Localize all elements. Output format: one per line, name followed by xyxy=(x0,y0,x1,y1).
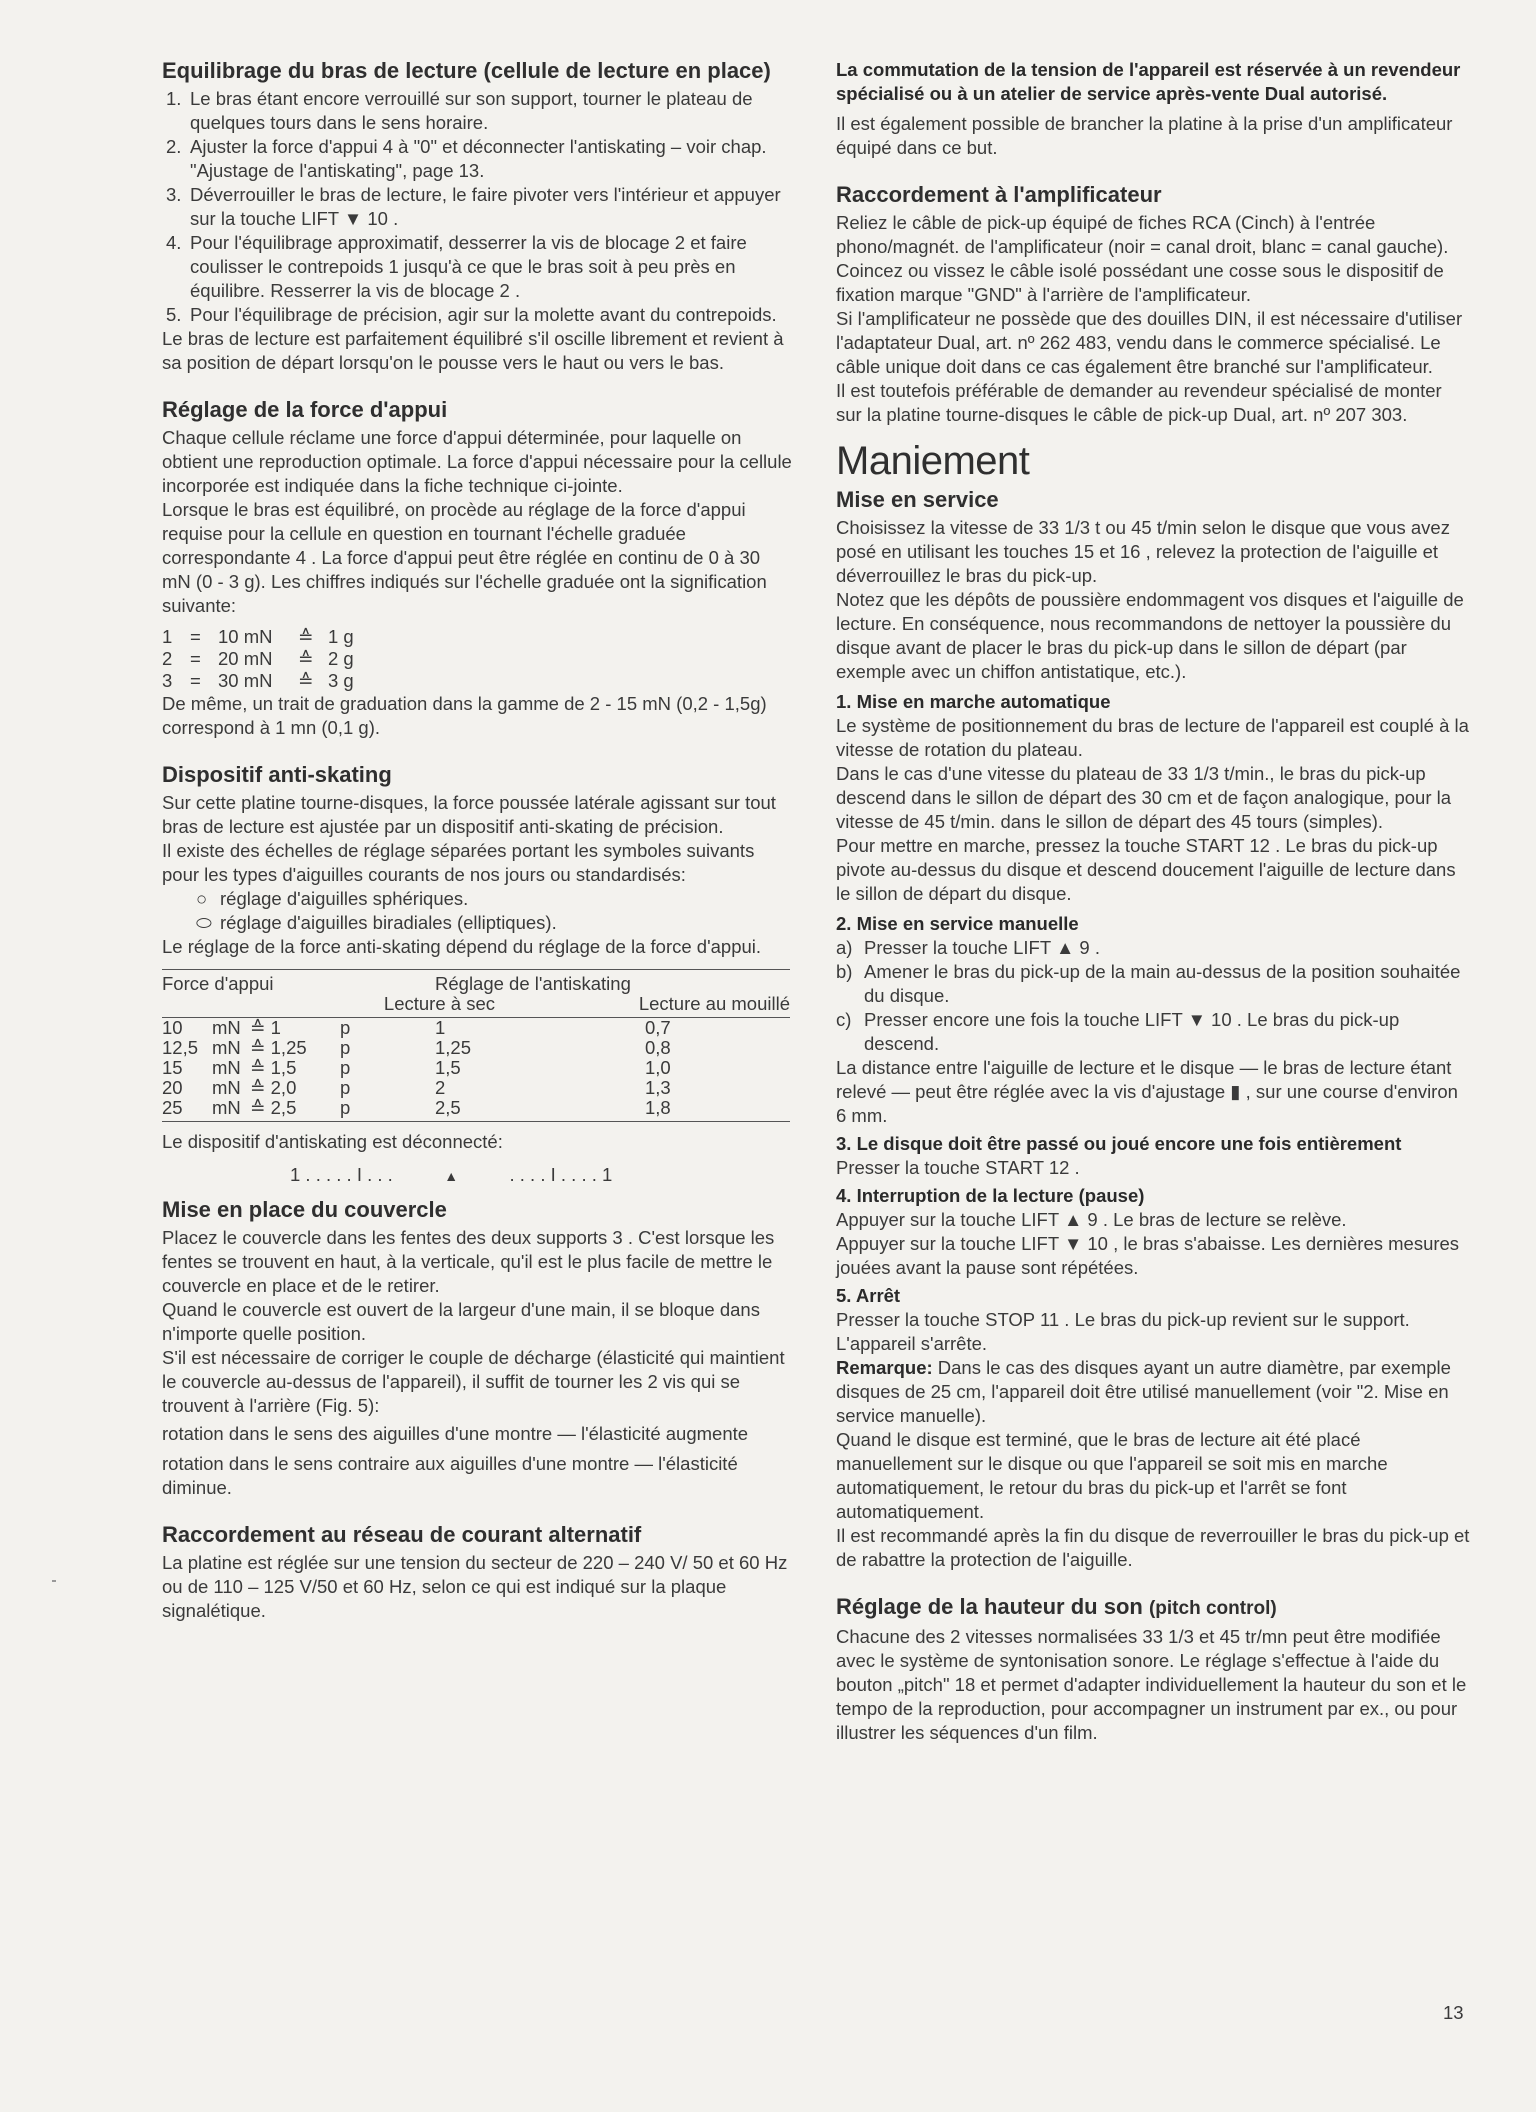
left-column xyxy=(162,58,792,1623)
option-label: réglage d'aiguilles sphériques. xyxy=(220,888,469,909)
paragraph: De même, un trait de graduation dans la gamme de 2 - 15 mN (0,2 - 1,5g) correspond à 1 mn (0,1 g). xyxy=(162,693,767,738)
subheading-rejouer: 3. Le disque doit être passé ou joué encore une fois entièrement xyxy=(836,1133,1402,1154)
list-item xyxy=(162,87,792,135)
header-force: Force d'appui xyxy=(162,973,274,994)
antiskating-dial xyxy=(290,1162,792,1189)
paragraph: Sur cette platine tourne-disques, la force poussée latérale agissant sur tout bras de lecture est ajustée par un dispositif anti-skating de précision. xyxy=(162,792,776,837)
section-title-equilibrage: Equilibrage du bras de lecture (cellule de lecture en place) xyxy=(162,58,771,83)
paragraph: Le système de positionnement du bras de lecture de l'appareil est couplé à la vitesse de rotation du plateau. xyxy=(836,715,1469,760)
paragraph: Il est également possible de brancher la platine à la prise d'un amplificateur équipé dans ce but. xyxy=(836,113,1453,158)
remarque-text: Dans le cas des disques ayant un autre diamètre, par exemple disques de 25 cm, l'appareil doit être utilisé manuellement (voir "2. Mise en service manuelle). xyxy=(836,1357,1451,1426)
paragraph: Quand le disque est terminé, que le bras de lecture ait été placé manuellement sur le disque ou que l'appareil se soit mis en marche automatiquement, le retour du bras du pick-up et l'arrêt se font automatiquement. xyxy=(836,1429,1388,1522)
force-formula xyxy=(162,626,792,692)
paragraph-bold: La commutation de la tension de l'appareil est réservée à un revendeur spécialisé ou à un atelier de service après-vente Dual autorisé. xyxy=(836,59,1461,104)
paragraph: Il est recommandé après la fin du disque de reverrouiller le bras du pick-up et de rabattre la protection de l'aiguille. xyxy=(836,1525,1470,1570)
table-row: 20 mN ≙ 2,0 p 2 1,3 xyxy=(162,1077,671,1098)
list-item xyxy=(836,960,1470,1008)
triangle-up-icon: ▲ xyxy=(444,1168,459,1184)
paragraph: Le bras de lecture est parfaitement équilibré s'il oscille librement et revient à sa position de départ lorsqu'on le pousse vers le haut ou vers le bas. xyxy=(162,328,784,373)
chapter-title-maniement: Maniement xyxy=(836,439,1030,483)
formula-row: 1 = 10 mN ≙ 1 g xyxy=(162,626,354,647)
step-number: c) xyxy=(836,1009,852,1030)
step-number: 4. xyxy=(166,232,182,253)
section-title-pitch: Réglage de la hauteur du son (pitch control) xyxy=(836,1594,1277,1619)
step-number: b) xyxy=(836,961,853,982)
section-title-couvercle: Mise en place du couvercle xyxy=(162,1197,447,1222)
ellipse-icon: ⬭ xyxy=(196,912,212,933)
paragraph: Le réglage de la force anti-skating dépend du réglage de la force d'appui. xyxy=(162,936,762,957)
dial-scale-left: 1 . . . . . I . . . xyxy=(290,1164,393,1185)
dial-scale-right: . . . . I . . . . 1 xyxy=(509,1164,613,1185)
header-reglage: Réglage de l'antiskating xyxy=(435,973,631,994)
option-label: réglage d'aiguilles biradiales (elliptiques). xyxy=(220,912,557,933)
step-text: Amener le bras du pick-up de la main au-dessus de la position souhaitée du disque. xyxy=(864,961,1461,1006)
section-title-mise-en-service: Mise en service xyxy=(836,487,999,512)
formula-row: 2 = 20 mN ≙ 2 g xyxy=(162,648,354,669)
paragraph: La platine est réglée sur une tension du secteur de 220 – 240 V/ 50 et 60 Hz ou de 110 – 125 V/50 et 60 Hz, selon ce qui est indiqué sur la plaque signalétique. xyxy=(162,1552,788,1621)
circle-icon: ○ xyxy=(196,888,208,909)
subheading-pause: 4. Interruption de la lecture (pause) xyxy=(836,1185,1145,1206)
paragraph: Dans le cas d'une vitesse du plateau de 33 1/3 t/min., le bras du pick-up descend dans le sillon de départ des 30 cm et de façon analogique, pour la vitesse de 45 t/min. dans le sillon de départ des 45 tours (simples). xyxy=(836,763,1452,832)
section-title-amplificateur: Raccordement à l'amplificateur xyxy=(836,182,1162,207)
paragraph: Quand le couvercle est ouvert de la largeur d'une main, il se bloque dans n'importe quelle position. xyxy=(162,1299,760,1344)
table-header-row xyxy=(162,970,790,995)
paragraph: Il existe des échelles de réglage séparées portant les symboles suivants pour les types d'aiguilles courants de nos jours ou standardisés: xyxy=(162,840,755,885)
paragraph: Pour mettre en marche, pressez la touche START 12 . Le bras du pick-up pivote au-dessus du disque et descend doucement l'aiguille de lecture dans le sillon de départ du disque. xyxy=(836,835,1456,904)
paragraph: Presser la touche STOP 11 . Le bras du pick-up revient sur le support. L'appareil s'arrête. xyxy=(836,1309,1410,1354)
list-item xyxy=(162,183,792,231)
list-item xyxy=(162,231,792,303)
paragraph: rotation dans le sens contraire aux aiguilles d'une montre — l'élasticité diminue. xyxy=(162,1453,738,1498)
page-number: 13 xyxy=(1443,2002,1464,2023)
step-number: 5. xyxy=(166,304,182,325)
list-item xyxy=(162,303,792,327)
spherical-option xyxy=(162,887,792,911)
manual-steps xyxy=(836,936,1470,1056)
subheading-arret: 5. Arrêt xyxy=(836,1285,901,1306)
paragraph: Presser la touche START 12 . xyxy=(836,1157,1080,1178)
table-row: 25 mN ≙ 2,5 p 2,5 1,8 xyxy=(162,1098,790,1122)
step-text: Presser encore une fois la touche LIFT ▼ 10 . Le bras du pick-up descend. xyxy=(864,1009,1400,1054)
step-text: Le bras étant encore verrouillé sur son support, tourner le plateau de quelques tours dans le sens horaire. xyxy=(190,88,753,133)
table-row: 12,5 mN ≙ 1,25 p 1,25 0,8 xyxy=(162,1037,671,1058)
step-text: Pour l'équilibrage de précision, agir sur la molette avant du contrepoids. xyxy=(190,304,777,325)
antiskating-table xyxy=(162,969,790,1122)
section-title-reseau: Raccordement au réseau de courant alternatif xyxy=(162,1522,642,1547)
paragraph: Reliez le câble de pick-up équipé de fiches RCA (Cinch) à l'entrée phono/magnét. de l'amplificateur (noir = canal droit, blanc = canal gauche). Coincez ou vissez le câble isolé possédant une cosse sous le dispositif de fixation marque "GND" à l'arrière de l'amplificateur. xyxy=(836,212,1449,305)
header-sec: Lecture à sec xyxy=(383,993,495,1014)
list-item xyxy=(836,1008,1470,1056)
paragraph: S'il est nécessaire de corriger le couple de décharge (élasticité qui maintient le couvercle au-dessus de l'appareil), il suffit de tourner les 2 vis qui se trouvent à l'arrière (Fig. 5): xyxy=(162,1347,785,1416)
paragraph: Choisissez la vitesse de 33 1/3 t ou 45 t/min selon le disque que vous avez posé en utilisant les touches 15 et 16 , relevez la protection de l'aiguille et déverrouillez le bras du pick-up. xyxy=(836,517,1450,586)
paragraph: Notez que les dépôts de poussière endommagent vos disques et l'aiguille de lecture. En conséquence, nous recommandons de nettoyer la poussière du disque avant de placer le bras du pick-up dans le sillon de départ (par exemple avec un chiffon antistatique, etc.). xyxy=(836,589,1464,682)
paragraph: Appuyer sur la touche LIFT ▲ 9 . Le bras de lecture se relève. xyxy=(836,1209,1347,1230)
section-title-anti-skating: Dispositif anti-skating xyxy=(162,762,392,787)
step-text: Pour l'équilibrage approximatif, desserrer la vis de blocage 2 et faire coulisser le contrepoids 1 jusqu'à ce que le bras soit à peu près en équilibre. Resserrer la vis de blocage 2 . xyxy=(190,232,747,301)
table-row: 10 mN ≙ 1 p 1 0,7 xyxy=(162,1017,671,1038)
paragraph: Si l'amplificateur ne possède que des douilles DIN, il est nécessaire d'utiliser l'adaptateur Dual, art. nº 262 483, vendu dans le commerce spécialisé. Le câble unique doit dans ce cas également être branché sur l'amplificateur. xyxy=(836,308,1463,377)
table-row: 15 mN ≙ 1,5 p 1,5 1,0 xyxy=(162,1057,671,1078)
section-title-force-appui: Réglage de la force d'appui xyxy=(162,397,448,422)
step-number: a) xyxy=(836,937,853,958)
paragraph: Chacune des 2 vitesses normalisées 33 1/3 et 45 tr/mn peut être modifiée avec le système de syntonisation sonore. Le réglage s'effectue à l'aide du bouton „pitch" 18 et permet d'adapter individuellement la hauteur du son et le tempo de la reproduction, pour accompagner un instrument par ex., ou pour illustrer les séquences d'un film. xyxy=(836,1626,1467,1743)
paragraph: Placez le couvercle dans les fentes des deux supports 3 . C'est lorsque les fentes se trouvent en haut, à la verticale, qu'il est le plus facile de mettre le couvercle en place et de le retirer. xyxy=(162,1227,775,1296)
paragraph: Lorsque le bras est équilibré, on procède au réglage de la force d'appui requise pour la cellule en question en tournant l'échelle graduée correspondante 4 . La force d'appui peut être réglée en continu de 0 à 30 mN (0 - 3 g). Les chiffres indiqués sur l'échelle graduée ont la signification suivante: xyxy=(162,499,767,616)
formula-row: 3 = 30 mN ≙ 3 g xyxy=(162,670,354,691)
elliptical-option xyxy=(162,911,792,935)
header-mouille: Lecture au mouillé xyxy=(615,994,790,1018)
remarque-label: Remarque: xyxy=(836,1357,933,1378)
paragraph: rotation dans le sens des aiguilles d'une montre — l'élasticité augmente xyxy=(162,1423,749,1444)
paragraph: Chaque cellule réclame une force d'appui déterminée, pour laquelle on obtient une reproduction optimale. La force d'appui nécessaire pour la cellule incorporée est indiquée dans la fiche technique ci-jointe. xyxy=(162,427,792,496)
step-text: Déverrouiller le bras de lecture, le faire pivoter vers l'intérieur et appuyer sur la touche LIFT ▼ 10 . xyxy=(190,184,781,229)
subheading-auto: 1. Mise en marche automatique xyxy=(836,691,1111,712)
right-column xyxy=(836,58,1470,1745)
paragraph-remarque xyxy=(836,1356,1470,1428)
step-number: 1. xyxy=(166,88,182,109)
equilibrage-steps xyxy=(162,87,792,327)
list-item xyxy=(162,135,792,183)
margin-mark xyxy=(52,1580,56,1582)
paragraph: Appuyer sur la touche LIFT ▼ 10 , le bras s'abaisse. Les dernières mesures jouées avant la pause sont répétées. xyxy=(836,1233,1460,1278)
step-number: 3. xyxy=(166,184,182,205)
step-text: Presser la touche LIFT ▲ 9 . xyxy=(864,937,1100,958)
table-subheader-row xyxy=(162,994,790,1018)
step-text: Ajuster la force d'appui 4 à "0" et déconnecter l'antiskating – voir chap. "Ajustage de l'antiskating", page 13. xyxy=(190,136,767,181)
list-item xyxy=(836,936,1470,960)
paragraph: La distance entre l'aiguille de lecture et le disque — le bras de lecture étant relevé — peut être réglée avec la vis d'ajustage ▮ , sur une course d'environ 6 mm. xyxy=(836,1057,1458,1126)
paragraph: Le dispositif d'antiskating est déconnecté: xyxy=(162,1131,503,1152)
step-number: 2. xyxy=(166,136,182,157)
subheading-manuelle: 2. Mise en service manuelle xyxy=(836,913,1079,934)
paragraph: Il est toutefois préférable de demander au revendeur spécialisé de monter sur la platine tourne-disques le câble de pick-up Dual, art. nº 207 303. xyxy=(836,380,1442,425)
